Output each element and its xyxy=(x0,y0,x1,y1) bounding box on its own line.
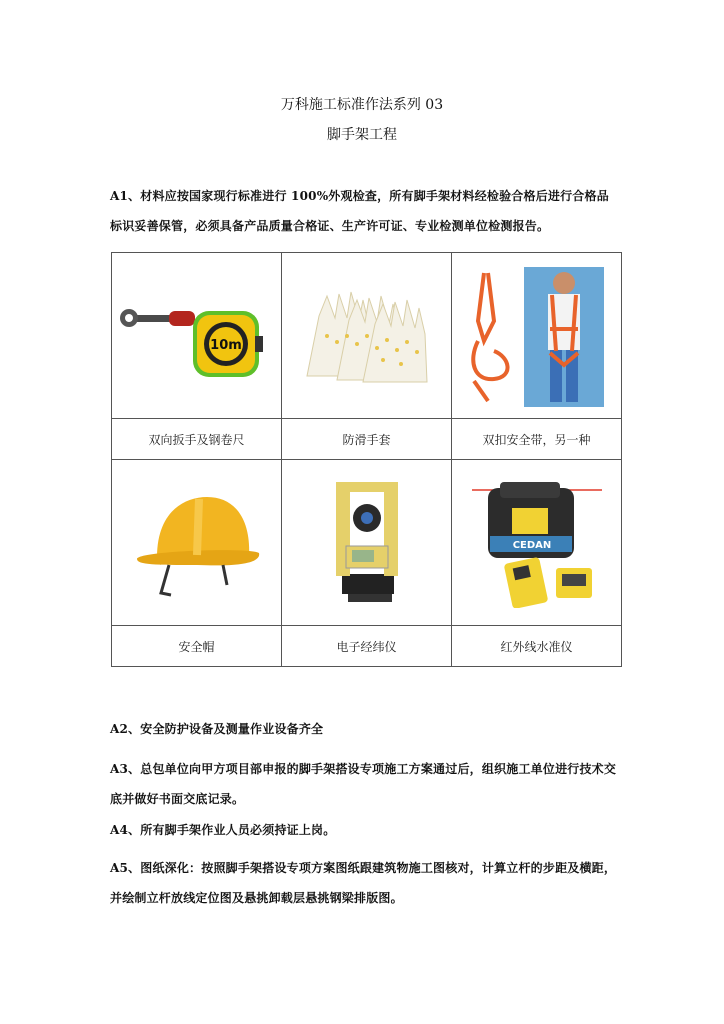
paragraph-a5: A5、图纸深化：按照脚手架搭设专项方案图纸跟建筑物施工图核对，计算立杆的步距及横距，并绘制立杆放线定位图及悬挑卸载层悬挑钢梁排版图。 xyxy=(110,861,617,905)
laser-brand-label: CEDAN xyxy=(512,539,551,551)
caption-wrench-tape: 双向扳手及钢卷尺 xyxy=(112,419,282,460)
document-subtitle: 脚手架工程 xyxy=(327,127,397,143)
equipment-cell-laser-level xyxy=(452,460,622,626)
equipment-cell-gloves xyxy=(282,253,452,419)
paragraph-a1: A1、材料应按国家现行标准进行 100%外观检查，所有脚手架材料经检验合格后进行合格品标识妥善保管，必须具备产品质量合格证、生产许可证、专业检测单位检测报告。 xyxy=(110,189,609,233)
laser-level-icon xyxy=(472,478,602,608)
caption-laser-level: 红外线水准仪 xyxy=(452,626,622,667)
equipment-table xyxy=(111,252,622,667)
equipment-cell-theodolite xyxy=(282,460,452,626)
caption-theodolite: 电子经纬仪 xyxy=(282,626,452,667)
wrench-and-tape-measure-icon xyxy=(117,281,277,391)
caption-helmet: 安全帽 xyxy=(112,626,282,667)
caption-gloves: 防滑手套 xyxy=(282,419,452,460)
document-title: 万科施工标准作法系列 03 xyxy=(280,97,444,113)
equipment-cell-wrench-tape xyxy=(112,253,282,419)
paragraph-a4: A4、所有脚手架作业人员必须持证上岗。 xyxy=(110,823,336,837)
paragraph-a2: A2、安全防护设备及测量作业设备齐全 xyxy=(110,722,324,736)
gloves-icon xyxy=(297,276,437,396)
theodolite-icon xyxy=(322,478,412,608)
safety-helmet-icon xyxy=(127,483,267,603)
paragraph-a3: A3、总包单位向甲方项目部申报的脚手架搭设专项施工方案通过后，组织施工单位进行技术交底并做好书面交底记录。 xyxy=(110,762,617,806)
tape-label: 10m xyxy=(209,337,242,353)
equipment-cell-harness xyxy=(452,253,622,419)
caption-harness: 双扣安全带，另一种 xyxy=(452,419,622,460)
equipment-cell-helmet xyxy=(112,460,282,626)
safety-harness-icon xyxy=(464,261,610,411)
